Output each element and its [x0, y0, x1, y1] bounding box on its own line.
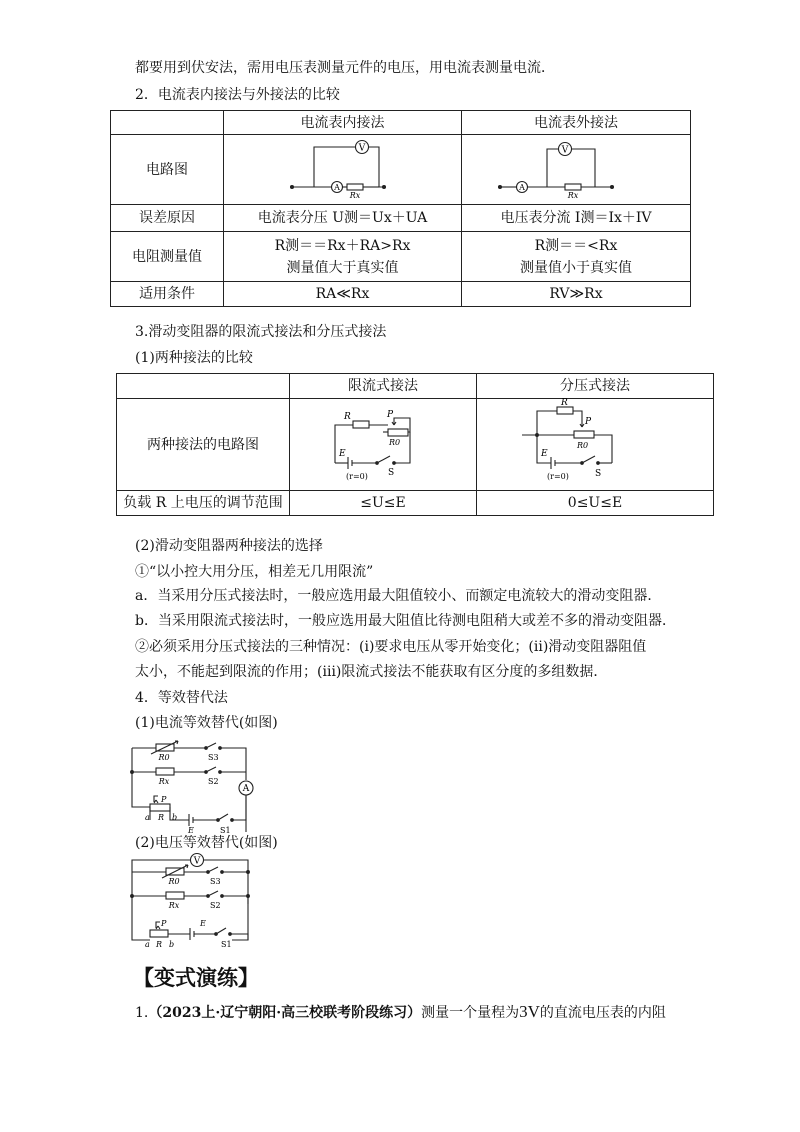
- measure-inner-formula: R测＝＝Rx＋RA>Rx: [274, 237, 411, 254]
- divider-connection-diagram: [477, 399, 714, 491]
- rule2-line1: ②必须采用分压式接法的三种情况：(ⅰ)要求电压从零开始变化；(ⅱ)滑动变阻器阻值: [135, 639, 647, 655]
- fig1-rx-label: Rx: [158, 777, 170, 786]
- current-substitution-figure: [128, 740, 268, 835]
- fig1-a-label: a: [145, 813, 150, 822]
- ammeter-connection-table: [110, 110, 691, 307]
- fig2-voltmeter-label: V: [193, 856, 201, 867]
- limit-circuit-svg: [290, 399, 477, 483]
- table1-condition-inner: RA≪Rx: [224, 282, 462, 307]
- question1-number: 1.: [135, 1005, 149, 1021]
- rheostat-connection-table: [116, 373, 714, 516]
- outer-circuit-svg: [462, 135, 691, 200]
- limit-switch-label: S: [388, 468, 395, 478]
- limit-connection-diagram: [290, 399, 477, 491]
- table2-range-divider: 0≤U≤E: [477, 491, 714, 516]
- divider-load-label: R: [561, 398, 568, 408]
- table1-measure-inner: [224, 232, 462, 282]
- rule2-line2: 太小，不能起到限流的作用；(ⅲ)限流式接法不能获取有区分度的多组数据．: [135, 664, 608, 680]
- table1-circuit-label: 电路图: [111, 135, 224, 205]
- fig2-s1-label: S1: [221, 940, 232, 949]
- question-1: [135, 1002, 666, 1023]
- table1-corner: [111, 111, 224, 135]
- table1-condition-outer: RV≫Rx: [462, 282, 691, 307]
- outer-connection-diagram: [462, 135, 691, 205]
- divider-switch-label: S: [595, 469, 602, 479]
- table2-header-limit: 限流式接法: [290, 374, 477, 399]
- limit-slider-label: P: [387, 410, 394, 420]
- fig2-a-label: a: [145, 940, 150, 949]
- table1-error-label: 误差原因: [111, 205, 224, 232]
- question1-text: 测量一个量程为: [421, 1005, 520, 1021]
- divider-slider-label: P: [585, 417, 592, 427]
- fig1-e-label: E: [188, 826, 194, 835]
- outer-resistor-label: Rx: [567, 191, 579, 200]
- table2-range-label: 负载 R 上电压的调节范围: [117, 491, 290, 516]
- question1-suffix: 的直流电压表的内阻: [539, 1005, 666, 1021]
- fig2-p-label: P: [161, 919, 167, 928]
- question1-range: 3V: [519, 1002, 540, 1021]
- fig1-p-label: P: [161, 795, 167, 804]
- limit-internal-label: (r=0): [346, 472, 368, 481]
- fig2-s2-label: S2: [210, 901, 221, 910]
- fig2-rx-label: Rx: [168, 901, 180, 910]
- inner-circuit-svg: [224, 135, 462, 200]
- measure-inner-note: 测量值大于真实值: [286, 259, 399, 276]
- exercise-heading: 【变式演练】: [133, 966, 259, 990]
- divider-circuit-svg: [477, 399, 714, 483]
- section4-title: 4．等效替代法: [135, 690, 228, 706]
- rule1: ①“以小控大用分压，相差无几用限流”: [135, 564, 374, 580]
- sub-current-substitution: (1)电流等效替代(如图): [135, 715, 278, 731]
- measure-outer-formula: R测＝＝<Rx: [534, 237, 618, 254]
- question1-source: （2023上·辽宁朝阳·高三校联考阶段练习）: [148, 1005, 422, 1021]
- rule1-b: b．当采用限流式接法时，一般应选用最大阻值比待测电阻稍大或差不多的滑动变阻器．: [135, 613, 676, 629]
- table2-header-divider: 分压式接法: [477, 374, 714, 399]
- fig2-s3-label: S3: [210, 877, 221, 886]
- fig1-ammeter-label: A: [242, 784, 250, 794]
- intro-line: 都要用到伏安法，需用电压表测量元件的电压，用电流表测量电流．: [135, 60, 555, 76]
- fig1-r-label: R: [158, 813, 165, 822]
- table1-measure-label: 电阻测量值: [111, 232, 224, 282]
- section3-sub2: (2)滑动变阻器两种接法的选择: [135, 538, 323, 554]
- fig2-r0-label: R0: [168, 877, 180, 886]
- inner-ammeter-label: A: [334, 183, 340, 192]
- fig1-s2-label: S2: [208, 777, 219, 786]
- table1-condition-label: 适用条件: [111, 282, 224, 307]
- divider-source-label: E: [541, 449, 548, 459]
- inner-connection-diagram: [224, 135, 462, 205]
- fig1-s1-label: S1: [220, 826, 231, 835]
- table1-measure-outer: [462, 232, 691, 282]
- table2-corner: [117, 374, 290, 399]
- measure-outer-note: 测量值小于真实值: [520, 259, 632, 276]
- table1-header-outer: 电流表外接法: [462, 111, 691, 135]
- limit-rheostat-label: R0: [389, 438, 401, 447]
- divider-rheostat-label: R0: [577, 441, 589, 450]
- outer-voltmeter-label: V: [561, 145, 569, 156]
- limit-source-label: E: [339, 449, 346, 459]
- table2-range-limit: ≤U≤E: [290, 491, 477, 516]
- table1-error-outer: 电压表分流 I测＝Ix＋IV: [462, 205, 691, 232]
- table1-error-inner: 电流表分压 U测＝Ux＋UA: [224, 205, 462, 232]
- fig1-s3-label: S3: [208, 753, 219, 762]
- section3-sub1: (1)两种接法的比较: [135, 350, 253, 366]
- table2-circuit-label: 两种接法的电路图: [117, 399, 290, 491]
- inner-resistor-label: Rx: [349, 191, 361, 200]
- section3-title: 3.滑动变阻器的限流式接法和分压式接法: [135, 324, 387, 340]
- sub-voltage-substitution: (2)电压等效替代(如图): [135, 835, 278, 851]
- fig1-r0-label: R0: [158, 753, 170, 762]
- voltage-substitution-figure: [128, 856, 268, 952]
- fig2-r-label: R: [156, 940, 163, 949]
- fig2-e-label: E: [200, 919, 206, 928]
- fig1-b-label: b: [172, 813, 178, 822]
- inner-voltmeter-label: V: [358, 143, 366, 154]
- rule1-a: a．当采用分压式接法时，一般应选用最大阻值较小、而额定电流较大的滑动变阻器．: [135, 588, 662, 604]
- fig2-b-label: b: [169, 940, 175, 949]
- table1-header-inner: 电流表内接法: [224, 111, 462, 135]
- section2-title: 2．电流表内接法与外接法的比较: [135, 87, 340, 103]
- divider-internal-label: (r=0): [547, 472, 569, 481]
- limit-load-label: R: [344, 412, 351, 422]
- outer-ammeter-label: A: [519, 183, 525, 192]
